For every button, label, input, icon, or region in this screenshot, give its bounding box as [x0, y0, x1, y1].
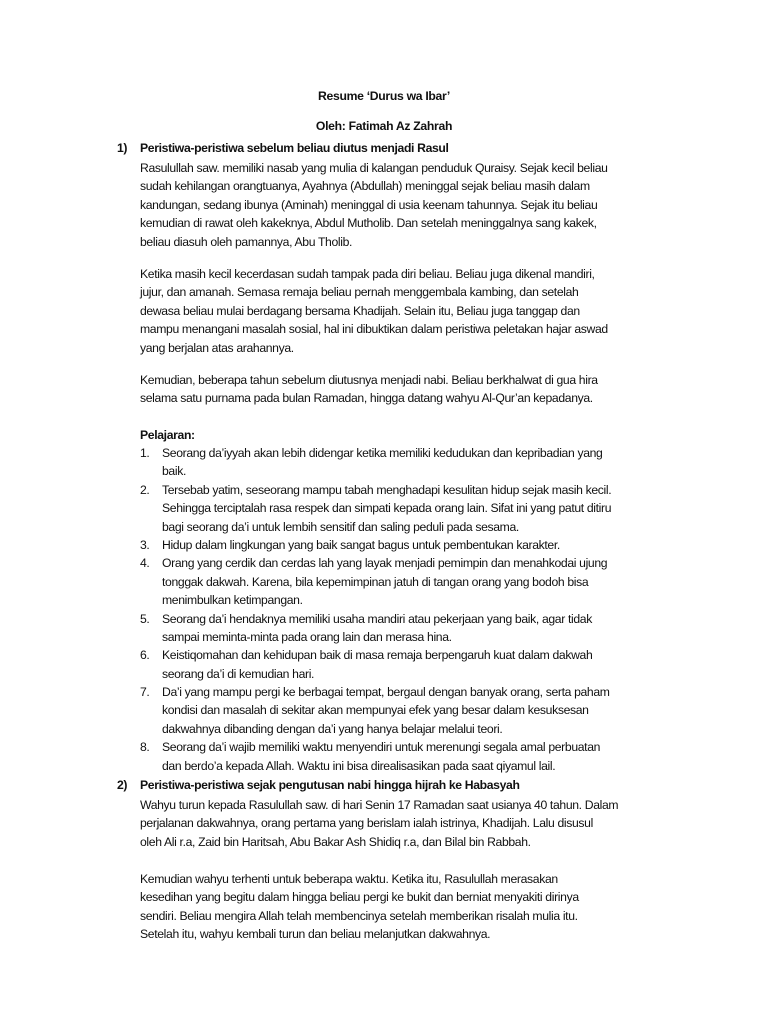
text-line: selama satu purnama pada bulan Ramadan, hingga datang wahyu Al-Qur’an kepadanya. — [140, 391, 593, 406]
text-line: Orang yang cerdik dan cerdas lah yang layak menjadi pemimpin dan menahkodai ujung — [162, 556, 608, 571]
text-line: sudah kehilangan orangtuanya, Ayahnya (Abdullah) meninggal sejak beliau masih dalam — [140, 179, 590, 194]
text-line: dakwahnya dibanding dengan da’i yang hanya belajar melalui teori. — [162, 721, 503, 736]
text-line: Da’i yang mampu pergi ke berbagai tempat, bergaul dengan banyak orang, serta paham — [162, 685, 610, 700]
text-line: tonggak dakwah. Karena, bila kepemimpinan jatuh di tangan orang yang bodoh bisa — [162, 574, 589, 589]
text-line: Tersebab yatim, seseorang mampu tabah menghadapi kesulitan hidup sejak masih kecil. — [162, 482, 612, 497]
text-line: Seorang da’i wajib memiliki waktu menyendiri untuk merenungi segala amal perbuatan — [162, 740, 601, 755]
text-line: sampai meminta-minta pada orang lain dan merasa hina. — [162, 629, 452, 644]
list-number: 8. — [140, 740, 150, 755]
list-number: 2. — [140, 482, 150, 497]
text-line: kesedihan yang begitu dalam hingga beliau pergi ke bukit dan berniat menyakiti dirinya — [140, 890, 579, 905]
paragraph — [140, 159, 608, 251]
text-line: Kemudian wahyu terhenti untuk beberapa waktu. Ketika itu, Rasulullah merasakan — [140, 872, 558, 886]
text-line: Hidup dalam lingkungan yang baik sangat bagus untuk pembentukan karakter. — [162, 537, 560, 552]
paragraph — [140, 870, 579, 944]
text-line: bagi seorang da’i untuk lembih sensitif dan saling peduli pada sesama. — [162, 519, 519, 534]
text-line: Keistiqomahan dan kehidupan baik di masa remaja berpengaruh kuat dalam dakwah — [162, 648, 593, 663]
lesson-item — [140, 683, 611, 738]
list-number: 7. — [140, 685, 150, 700]
lesson-item — [140, 610, 611, 647]
list-number: 6. — [140, 648, 150, 663]
text-line: kandungan, sedang ibunya (Aminah) meninggal di usia keenam tahunnya. Sejak itu beliau — [140, 197, 598, 212]
text-line: Ketika masih kecil kecerdasan sudah tampak pada diri beliau. Beliau juga dikenal mandiri, — [140, 267, 595, 281]
text-line: Rasulullah saw. memiliki nasab yang mulia di kalangan penduduk Quraisy. Sejak kecil beliau — [140, 161, 608, 175]
text-line: Sehingga terciptalah rasa respek dan simpati kepada orang lain. Sifat ini yang patut ditiru — [162, 501, 612, 516]
text-line: oleh Ali r.a, Zaid bin Haritsah, Abu Bakar Ash Shidiq r.a, dan Bilal bin Rabbah. — [140, 834, 531, 849]
section-title: Peristiwa-peristiwa sejak pengutusan nabi hingga hijrah ke Habasyah — [140, 778, 520, 792]
section-title: Peristiwa-peristiwa sebelum beliau diutus menjadi Rasul — [140, 141, 449, 155]
text-line: baik. — [162, 464, 186, 479]
text-line: Seorang da’i hendaknya memiliki usaha mandiri atau pekerjaan yang baik, agar tidak — [162, 611, 592, 626]
paragraph — [140, 796, 618, 851]
lessons-list — [140, 444, 611, 775]
paragraph — [140, 371, 598, 408]
list-number: 1. — [140, 446, 150, 460]
lesson-item — [140, 738, 611, 775]
text-line: perjalanan dakwahnya, orang pertama yang berislam ialah istrinya, Khadijah. Lalu disusul — [140, 816, 593, 831]
text-line: mampu menangani masalah sosial, hal ini dibuktikan dalam peristiwa peletakan hajar aswad — [140, 322, 608, 337]
paragraph — [140, 265, 608, 357]
text-line: Wahyu turun kepada Rasulullah saw. di hari Senin 17 Ramadan saat usianya 40 tahun. Dalam — [140, 798, 619, 812]
document-author: Oleh: Fatimah Az Zahrah — [315, 119, 453, 133]
text-line: menimbulkan ketimpangan. — [162, 593, 303, 608]
lesson-item — [140, 444, 611, 481]
lesson-item — [140, 481, 611, 536]
text-line: jujur, dan amanah. Semasa remaja beliau pernah menggembala kambing, dan setelah — [140, 285, 579, 300]
lesson-item — [140, 646, 611, 683]
text-line: Kemudian, beberapa tahun sebelum diutusnya menjadi nabi. Beliau berkhalwat di gua hira — [140, 373, 598, 387]
section-2-heading — [117, 778, 520, 792]
list-number: 4. — [140, 556, 150, 571]
text-line: seorang da’i di kemudian hari. — [162, 666, 315, 681]
text-line: Setelah itu, wahyu kembali turun dan beliau melanjutkan dakwahnya. — [140, 927, 491, 942]
text-line: kemudian di rawat oleh kakeknya, Abdul Mutholib. Dan setelah meninggalnya sang kakek, — [140, 216, 597, 231]
lesson-item — [140, 554, 611, 609]
text-line: kondisi dan masalah di sekitar akan mempunyai efek yang besar dalam kesuksesan — [162, 703, 589, 718]
document-title: Resume ‘Durus wa Ibar’ — [317, 89, 451, 103]
lesson-item — [140, 536, 611, 554]
section-number: 2) — [117, 778, 128, 792]
lessons-label: Pelajaran: — [140, 428, 195, 442]
text-line: beliau diasuh oleh pamannya, Abu Tholib. — [140, 234, 353, 249]
list-number: 5. — [140, 611, 150, 626]
list-number: 3. — [140, 537, 150, 552]
text-line: sendiri. Beliau mengira Allah telah membencinya setelah memberikan risalah mulia itu. — [140, 908, 578, 923]
section-1-heading — [117, 141, 449, 155]
text-line: Seorang da’iyyah akan lebih didengar ketika memiliki kedudukan dan kepribadian yang — [162, 446, 603, 460]
section-number: 1) — [117, 141, 128, 155]
text-line: dewasa beliau mulai berdagang bersama Khadijah. Selain itu, Beliau juga tanggap dan — [140, 303, 580, 318]
text-line: dan berdo’a kepada Allah. Waktu ini bisa direalisasikan pada saat qiyamul lail. — [162, 758, 556, 773]
text-line: yang berjalan atas arahannya. — [140, 340, 294, 355]
